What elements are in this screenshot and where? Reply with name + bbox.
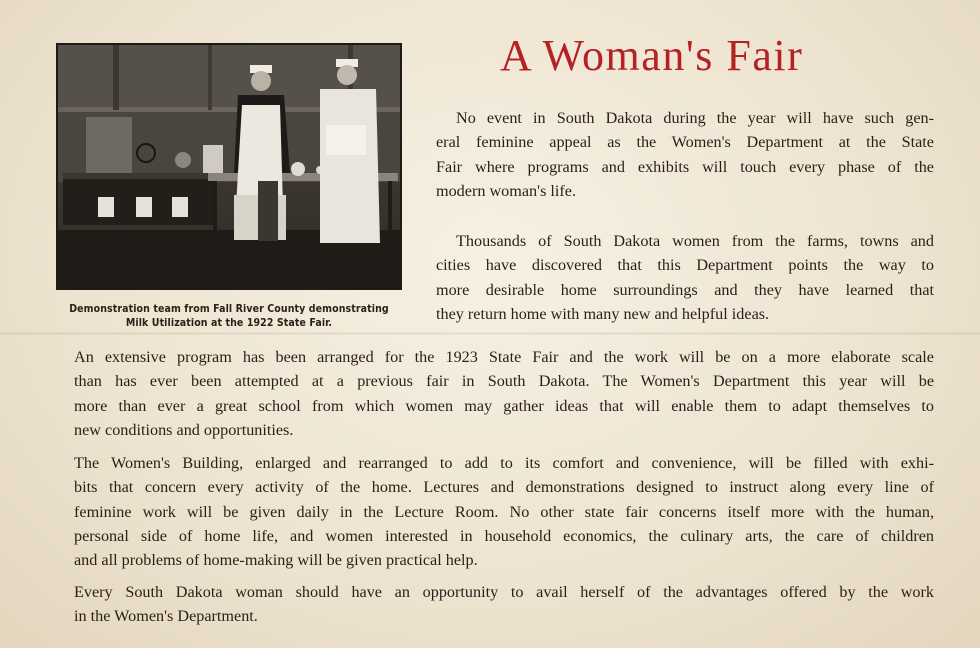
- text-line: Fair where programs and exhibits will touch every phase of the: [436, 157, 934, 176]
- demonstration-photo: [56, 43, 402, 290]
- text-line: cities have discovered that this Department points the way to: [436, 256, 934, 275]
- text-line: The Women's Building, enlarged and rearranged to add to its comfort and convenience, will be filled with exhi-: [74, 454, 934, 472]
- text-line: No event in South Dakota during the year will have such gen-: [456, 109, 934, 127]
- page-title: A Woman's Fair: [500, 31, 804, 80]
- page-fold-line: [0, 332, 980, 335]
- text-line: and all problems of home-making will be given practical help.: [74, 551, 478, 570]
- text-line: more than ever a great school from which women may gather ideas that will enable them to adapt themselves to: [74, 396, 934, 415]
- paragraph-program: [74, 345, 934, 442]
- paragraph-every-woman: [74, 580, 934, 629]
- photo-illustration: [58, 45, 400, 288]
- paragraph-intro: [436, 106, 934, 203]
- caption-line: Milk Utilization at the 1922 State Fair.: [125, 317, 333, 329]
- paragraph-building: [74, 451, 934, 572]
- caption-line: Demonstration team from Fall River County demonstrating: [69, 303, 389, 315]
- text-line: eral feminine appeal as the Women's Department at the State: [436, 133, 934, 152]
- text-line: in the Women's Department.: [74, 607, 258, 626]
- text-line: Every South Dakota woman should have an opportunity to avail herself of the advantages offered by the work: [74, 583, 934, 601]
- text-line: bits that concern every activity of the home. Lectures and demonstrations designed to instruct along every line of: [74, 478, 934, 497]
- text-line: than has ever been attempted at a previous fair in South Dakota. The Women's Department this year will be: [74, 372, 934, 391]
- text-line: more desirable home surroundings and they have learned that: [436, 280, 934, 299]
- text-line: modern woman's life.: [436, 181, 577, 200]
- paragraph-thousands: [436, 229, 934, 326]
- text-line: Thousands of South Dakota women from the farms, towns and: [456, 232, 934, 250]
- text-line: new conditions and opportunities.: [74, 420, 294, 439]
- text-line: they return home with many new and helpful ideas.: [436, 304, 770, 323]
- text-line: An extensive program has been arranged for the 1923 State Fair and the work will be on a more elaborate scale: [74, 348, 934, 366]
- text-line: personal side of home life, and women interested in household economics, the culinary arts, the care of children: [74, 526, 934, 545]
- text-line: feminine work will be given daily in the Lecture Room. No other state fair concerns itself more with the human,: [74, 502, 934, 521]
- photo-caption: [50, 302, 408, 330]
